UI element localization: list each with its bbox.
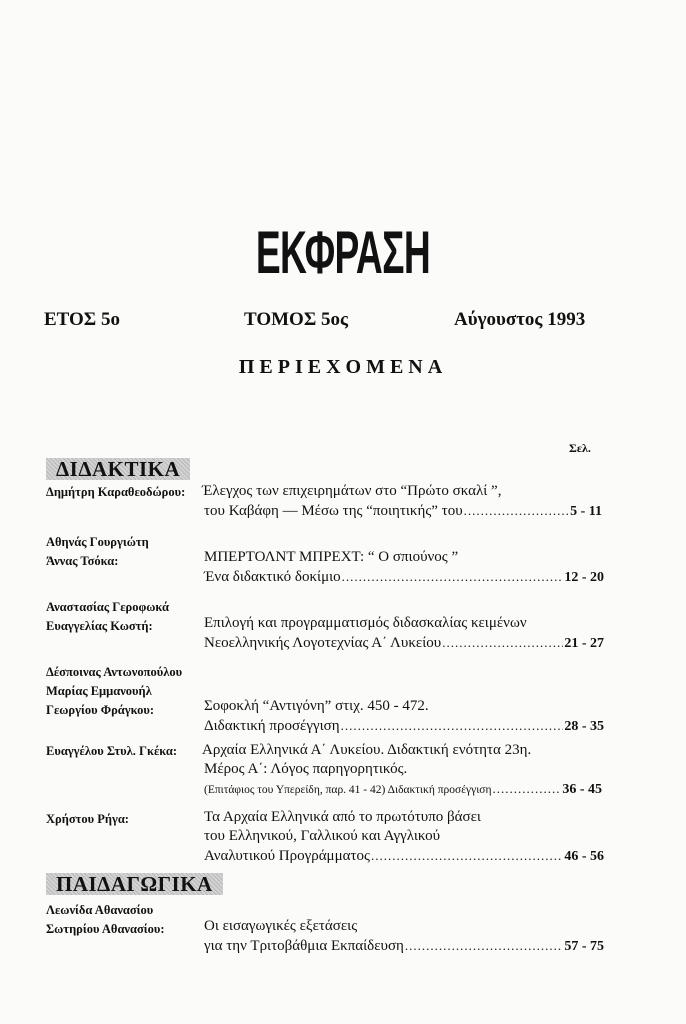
leader-dots xyxy=(341,716,564,735)
toc-entry[interactable] xyxy=(202,482,602,521)
entry-title-line: Μέρος Α΄: Λόγος παρηγορητικός. xyxy=(204,761,408,777)
entry-title-line xyxy=(202,501,602,521)
entry-title-line: Αρχαία Ελληνικά Α΄ Λυκείου. Διδακτική ενότητα 23η. xyxy=(202,742,532,758)
entry-title-text: του Καβάφη — Μέσω της “ποιητικής” του xyxy=(204,503,463,519)
entry-title-text: Νεοελληνικής Λογοτεχνίας Α΄ Λυκείου xyxy=(204,635,442,651)
journal-masthead: ΕΚΦΡΑΣΗ xyxy=(255,219,431,286)
entry-title-line: Τα Αρχαία Ελληνικά από το πρωτότυπο βάσει xyxy=(204,809,481,825)
section-didaktika: ΔΙΔΑΚΤΙΚΑ xyxy=(46,458,190,480)
author-name: Άννας Τσόκα: xyxy=(46,554,119,568)
entry-authors xyxy=(46,598,169,636)
author-name: Ευαγγελίας Κωστή: xyxy=(46,619,153,633)
entry-title-line xyxy=(204,846,604,866)
entry-authors xyxy=(46,810,129,829)
entry-pages: 36 - 45 xyxy=(562,782,602,797)
section-paidagogika: ΠΑΙΔΑΓΩΓΙΚΑ xyxy=(46,873,223,895)
issue-year: ΕΤΟΣ 5ο xyxy=(44,309,120,330)
entry-title-line xyxy=(204,567,604,587)
page-column-label: Σελ. xyxy=(569,441,591,455)
author-name: Λεωνίδα Αθανασίου xyxy=(46,903,154,917)
toc-entry[interactable] xyxy=(204,697,604,736)
issue-volume: ΤΟΜΟΣ 5ος xyxy=(244,309,349,330)
author-name: Γεωργίου Φράγκου: xyxy=(46,703,155,717)
entry-title-line xyxy=(202,779,602,800)
entry-title-line: Επιλογή και προγραμματισμός διδασκαλίας κειμένων xyxy=(204,615,527,631)
author-name: Ευαγγέλου Στυλ. Γκέκα: xyxy=(46,744,178,758)
entry-title-text: Αναλυτικού Προγράμματος xyxy=(204,848,370,864)
author-name: Αθηνάς Γουργιώτη xyxy=(46,535,149,549)
leader-dots xyxy=(464,501,569,520)
leader-dots xyxy=(371,846,563,865)
toc-entry[interactable] xyxy=(204,548,604,587)
entry-title-line: Σοφοκλή “Αντιγόνη” στιχ. 450 - 472. xyxy=(204,698,429,714)
entry-authors xyxy=(46,533,149,571)
entry-authors xyxy=(46,901,165,939)
toc-entry[interactable] xyxy=(204,917,604,956)
leader-dots xyxy=(342,567,564,586)
entry-authors xyxy=(46,742,177,761)
entry-title-text: (Επιτάφιος του Υπερείδη, παρ. 41 - 42) Διδακτική προσέγγιση xyxy=(204,784,492,796)
entry-authors xyxy=(46,663,182,720)
author-name: Δέσποινας Αντωνοπούλου xyxy=(46,665,183,679)
entry-title-line: του Ελληνικού, Γαλλικού και Αγγλικού xyxy=(204,828,441,844)
entry-pages: 5 - 11 xyxy=(570,504,602,519)
entry-title-text: Ένα διδακτικό δοκίμιο xyxy=(204,569,341,585)
author-name: Χρήστου Ρήγα: xyxy=(46,812,129,826)
entry-pages: 46 - 56 xyxy=(564,849,604,864)
entry-title-line: Έλεγχος των επιχειρημάτων στο “Πρώτο σκαλί ”, xyxy=(202,483,502,499)
entry-pages: 21 - 27 xyxy=(564,636,604,651)
toc-entry[interactable] xyxy=(204,614,604,653)
issue-date: Αύγουστος 1993 xyxy=(454,309,586,330)
author-name: Αναστασίας Γεροφωκά xyxy=(46,600,169,614)
entry-pages: 28 - 35 xyxy=(564,719,604,734)
leader-dots xyxy=(493,779,562,798)
leader-dots xyxy=(442,633,563,652)
entry-title-line: Οι εισαγωγικές εξετάσεις xyxy=(204,918,358,934)
toc-entry[interactable] xyxy=(202,741,602,800)
author-name: Μαρίας Εμμανουήλ xyxy=(46,684,152,698)
entry-pages: 12 - 20 xyxy=(564,570,604,585)
entry-title-text: Διδακτική προσέγγιση xyxy=(204,718,340,734)
author-name: Σωτηρίου Αθανασίου: xyxy=(46,922,165,936)
entry-pages: 57 - 75 xyxy=(564,939,604,954)
toc-entry[interactable] xyxy=(204,808,604,866)
entry-title-line xyxy=(204,936,604,956)
entry-title-line xyxy=(204,633,604,653)
entry-title-line: ΜΠΕΡΤΟΛΝΤ ΜΠΡΕΧΤ: “ Ο σπιούνος ” xyxy=(204,549,459,565)
entry-title-line xyxy=(204,716,604,736)
entry-title-text: για την Τριτοβάθμια Εκπαίδευση xyxy=(204,938,404,954)
author-name: Δημήτρη Καραθεοδώρου: xyxy=(46,485,186,499)
entry-authors xyxy=(46,483,185,502)
contents-heading: ΠΕΡΙΕΧΟΜΕΝΑ xyxy=(238,356,448,378)
leader-dots xyxy=(405,936,563,955)
